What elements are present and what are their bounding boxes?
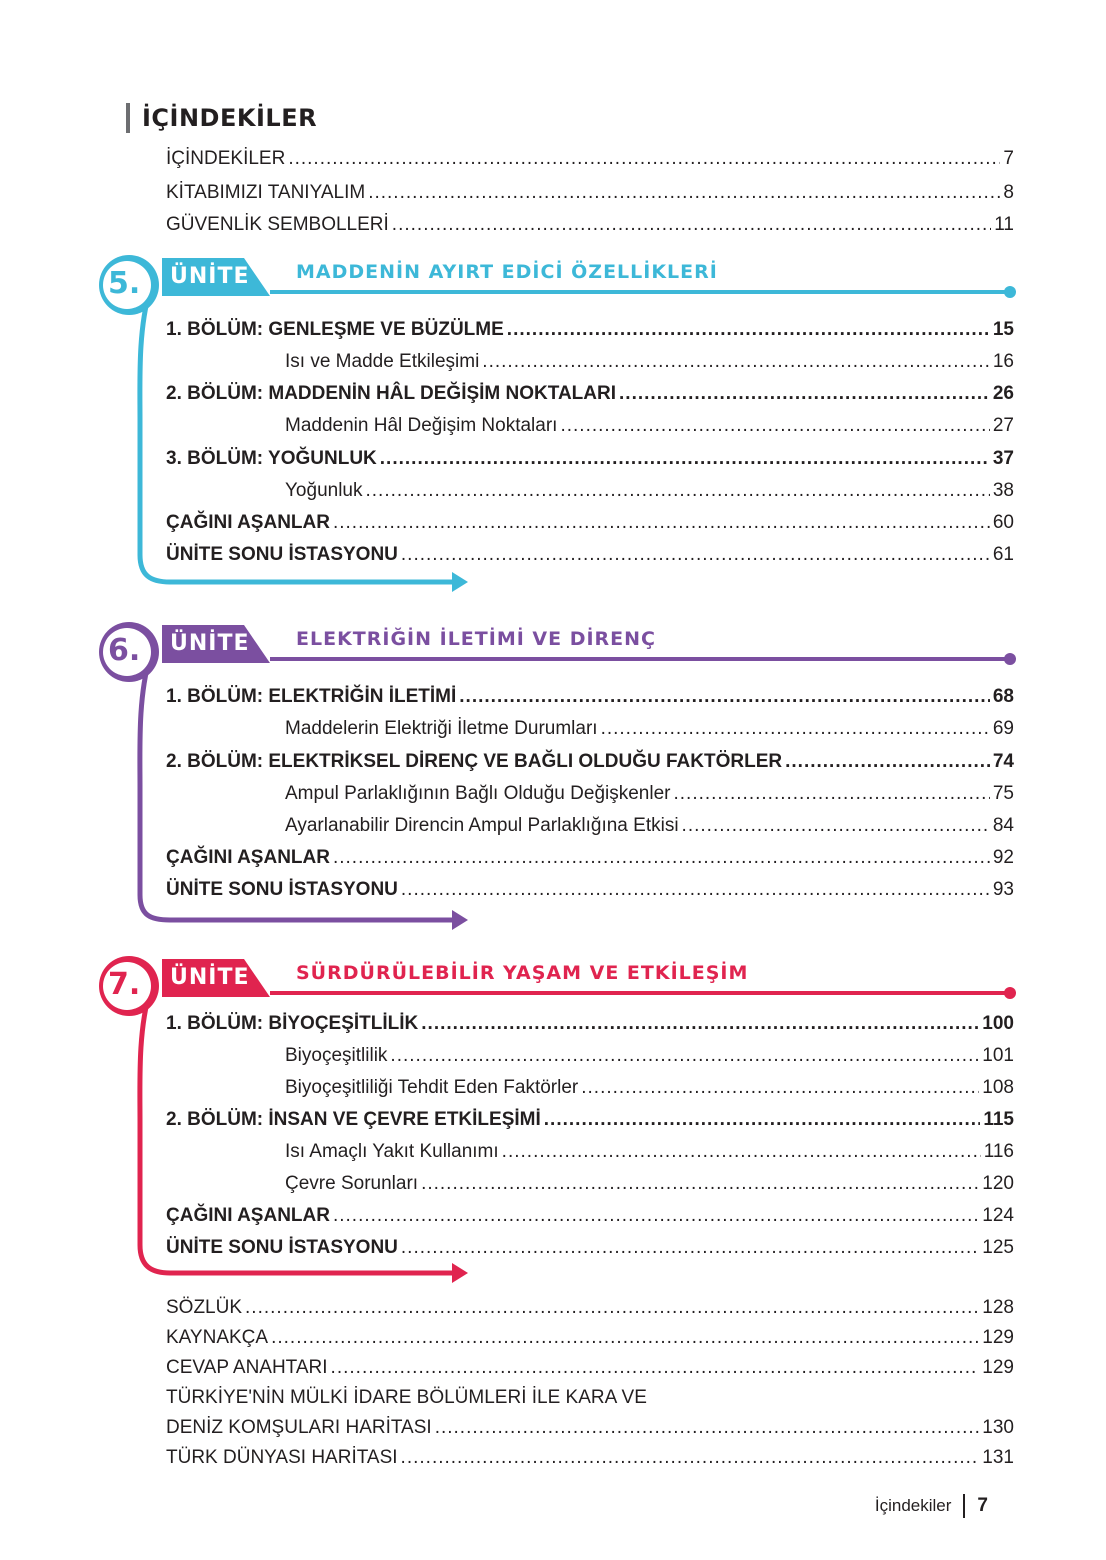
footer-section: İçindekiler	[874, 1496, 952, 1515]
toc-entry-intro[interactable]: KİTABIMIZI TANIYALIM ..... 8	[166, 180, 1014, 206]
unit-7-number: 7.	[108, 967, 141, 1002]
toc-entry-map-title-line1[interactable]: TÜRKİYE'NİN MÜLKİ İDARE BÖLÜMLERİ İLE KARA VE	[166, 1387, 647, 1408]
unit-6-title: ELEKTRİĞİN İLETİMİ VE DİRENÇ	[296, 628, 656, 650]
toc-entry[interactable]: Biyoçeşitliliği Tehdit Eden Faktörler ..... 108	[285, 1075, 1014, 1101]
toc-entry[interactable]: 1. BÖLÜM: ELEKTRİĞİN İLETİMİ ..... 68	[166, 684, 1014, 710]
toc-entry-contents[interactable]: İÇİNDEKİLER ..... 7	[166, 146, 1014, 172]
toc-entry[interactable]: ÇAĞINI AŞANLAR ..... 60	[166, 510, 1014, 536]
toc-entry-answer-key[interactable]: CEVAP ANAHTARI ..... 129	[166, 1355, 1014, 1381]
toc-entry[interactable]: ÇAĞINI AŞANLAR ..... 92	[166, 845, 1014, 871]
toc-entry[interactable]: ÜNİTE SONU İSTASYONU ..... 93	[166, 877, 1014, 903]
toc-entry-glossary[interactable]: SÖZLÜK ..... 128	[166, 1295, 1014, 1321]
unit-6-number: 6.	[108, 633, 141, 668]
toc-entry[interactable]: 3. BÖLÜM: YOĞUNLUK ..... 37	[166, 446, 1014, 472]
unit-7-tag: ÜNİTE	[170, 965, 250, 990]
toc-entry[interactable]: ÜNİTE SONU İSTASYONU ..... 61	[166, 542, 1014, 568]
toc-entry[interactable]: Isı ve Madde Etkileşimi ..... 16	[285, 349, 1014, 375]
footer-page-number: 7	[977, 1495, 988, 1516]
toc-entry[interactable]: Maddenin Hâl Değişim Noktaları ..... 27	[285, 413, 1014, 439]
toc-entry[interactable]: Çevre Sorunları ..... 120	[285, 1171, 1014, 1197]
page-title: İÇİNDEKİLER	[142, 104, 318, 132]
toc-entry[interactable]: Yoğunluk ..... 38	[285, 478, 1014, 504]
toc-entry-turkic-world-map[interactable]: TÜRK DÜNYASI HARİTASI ..... 131	[166, 1445, 1014, 1471]
toc-entry[interactable]: 2. BÖLÜM: MADDENİN HÂL DEĞİŞİM NOKTALARI ..... 26	[166, 381, 1014, 407]
unit-5-tag: ÜNİTE	[170, 264, 250, 289]
toc-entry[interactable]: Maddelerin Elektriği İletme Durumları ..... 69	[285, 716, 1014, 742]
toc-entry[interactable]: ÜNİTE SONU İSTASYONU ..... 125	[166, 1235, 1014, 1261]
toc-heading	[126, 100, 317, 136]
toc-entry[interactable]: ÇAĞINI AŞANLAR ..... 124	[166, 1203, 1014, 1229]
unit-5-title: MADDENİN AYIRT EDİCİ ÖZELLİKLERİ	[296, 261, 718, 283]
toc-entry-map-title-line2[interactable]: DENİZ KOMŞULARI HARİTASI ..... 130	[166, 1415, 1014, 1441]
toc-entry[interactable]: 1. BÖLÜM: GENLEŞME VE BÜZÜLME ..... 15	[166, 317, 1014, 343]
toc-entry[interactable]: Ampul Parlaklığının Bağlı Olduğu Değişkenler ..... 75	[285, 781, 1014, 807]
toc-entry[interactable]: Ayarlanabilir Direncin Ampul Parlaklığına Etkisi ..... 84	[285, 813, 1014, 839]
toc-entry[interactable]: Biyoçeşitlilik ..... 101	[285, 1043, 1014, 1069]
page-footer	[875, 1492, 988, 1520]
toc-entry-safety[interactable]: GÜVENLİK SEMBOLLERİ ..... 11	[166, 212, 1014, 238]
unit-7-title: SÜRDÜRÜLEBİLİR YAŞAM VE ETKİLEŞİM	[296, 962, 749, 984]
unit-6-tag: ÜNİTE	[170, 631, 250, 656]
toc-entry-bibliography[interactable]: KAYNAKÇA ..... 129	[166, 1325, 1014, 1351]
toc-entry[interactable]: 1. BÖLÜM: BİYOÇEŞİTLİLİK ..... 100	[166, 1011, 1014, 1037]
footer-separator	[963, 1494, 965, 1518]
toc-entry[interactable]: 2. BÖLÜM: İNSAN VE ÇEVRE ETKİLEŞİMİ ..... 115	[166, 1107, 1014, 1133]
toc-entry[interactable]: 2. BÖLÜM: ELEKTRİKSEL DİRENÇ VE BAĞLI OLDUĞU FAKTÖRLER ..... 74	[166, 749, 1014, 775]
heading-bar	[126, 103, 130, 133]
toc-entry[interactable]: Isı Amaçlı Yakıt Kullanımı ..... 116	[285, 1139, 1014, 1165]
unit-5-number: 5.	[108, 266, 141, 301]
